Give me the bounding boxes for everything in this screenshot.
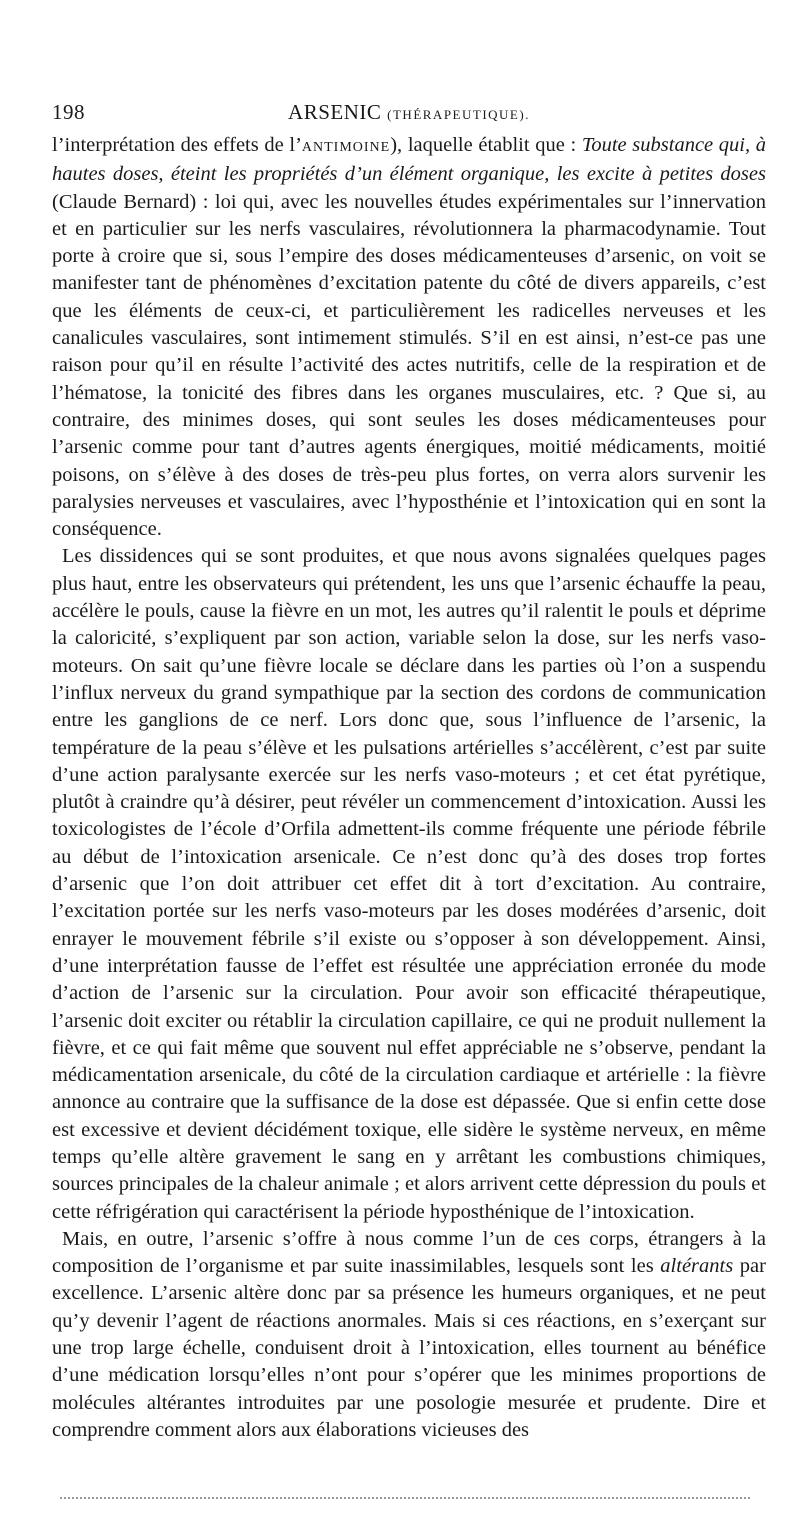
claude-bernard-law-quote: Toute substance qui, à hautes doses, éteint les propriétés d’un élément organique, les excite à petites doses <box>52 134 767 186</box>
body-text <box>52 132 766 1444</box>
paragraph-3-lead: Mais, en outre, l’arsenic s’offre à nous comme l’un de ces corps, étrangers à la composition de l’organisme et par suite inassimilables, lesquels sont les <box>52 1227 766 1278</box>
antimoine-cross-reference: ANTIMOINE <box>301 140 391 155</box>
running-title <box>52 100 766 125</box>
paragraph-1-continuation: ), laquelle établit que : <box>390 134 582 156</box>
paragraph-3-body: par excellence. L’arsenic altère donc par sa présence les humeurs organiques, et ne peut qu’y devenir l’agent de réactions anormales. Mais si ces réactions, en s’exerçant sur une trop large échelle, conduisent droit à l’intoxication, elles tournent au bénéfice d’une médication lorsqu’elles n’ont pour s’opérer que les minimes proportions de molécules altérantes introduites par une posologie mesurée et prudente. Dire et comprendre comment alors aux élaborations vicieuses des <box>52 1255 766 1441</box>
alterants-term: altérants <box>660 1255 734 1278</box>
paragraph-3 <box>52 1226 766 1444</box>
running-header <box>52 100 766 132</box>
paragraph-2: Les dissidences qui se sont produites, et que nous avons signalées quelques pages plus haut, entre les observateurs qui prétendent, les uns que l’arsenic échauffe la peau, accélère le pouls, cause la fièvre en un mot, les autres qu’il ralentit le pouls et déprime la caloricité, s’expliquent par son action, variable selon la dose, sur les nerfs vaso-moteurs. On sait qu’une fièvre locale se déclare dans les parties où l’on a suspendu l’influx nerveux du grand sympathique par la section des cordons de communication entre les ganglions de ce nerf. Lors donc que, sous l’influence de l’arsenic, la température de la peau s’élève et les pulsations artérielles s’accélèrent, c’est par suite d’une action paralysante exercée sur les nerfs vaso-moteurs ; et cet état pyrétique, plutôt à craindre qu’à désirer, peut révéler un commencement d’intoxication. Aussi les toxicologistes de l’école d’Orfila admettent-ils comme fréquente une période fébrile au début de l’intoxication arsenicale. Ce n’est donc qu’à des doses trop fortes d’arsenic que l’on doit attribuer cet effet dit à tort d’excitation. Au contraire, l’excitation portée sur les nerfs vaso-moteurs par les doses modérées d’arsenic, doit enrayer le mouvement fébrile s’il existe ou s’opposer à son développement. Ainsi, d’une interprétation fausse de l’effet est résultée une appréciation erronée du mode d’action de l’arsenic sur la circulation. Pour avoir son efficacité thérapeutique, l’arsenic doit exciter ou rétablir la circulation capillaire, ce qui ne produit nullement la fièvre, et ce qui fait même que souvent nul effet appréciable ne s’observe, pendant la médicamentation arsenicale, du côté de la circulation cardiaque et artérielle : la fièvre annonce au contraire que la suffisance de la dose est dépassée. Que si enfin cette dose est excessive et devient décidément toxique, elle sidère le système nerveux, en même temps qu’elle altère gravement le sang en y arrêtant les combustions chimiques, sources principales de la chaleur animale ; et alors arrivent cette dépression du pouls et cette réfrigération qui caractérisent la période hyposthénique de l’intoxication. <box>52 545 766 1223</box>
paragraph-1-lead: l’interprétation des effets de l’ <box>52 134 302 156</box>
paragraph-1 <box>52 132 766 543</box>
bottom-dotted-rule <box>60 1497 750 1499</box>
book-page <box>52 100 766 1444</box>
paragraph-1-body: (Claude Bernard) : loi qui, avec les nouvelles études expérimentales sur l’innervation et en particulier sur les nerfs vasculaires, révolutionnera la pharmacodynamie. Tout porte à croire que si, sous l’empire des doses médicamenteuses d’arsenic, on voit se manifester tant de phénomènes d’excitation patente du côté de divers appareils, c’est que les éléments de ceux-ci, et particulièrement les radicelles nerveuses et les canalicules vasculaires, sont intimement stimulés. S’il en est ainsi, n’est-ce pas une raison pour qu’il en résulte l’activité des actes nutritifs, celle de la respiration et de l’hématose, la tonicité des fibres dans les organes musculaires, etc. ? Que si, au contraire, des minimes doses, qui sont seules les doses médicamenteuses pour l’arsenic comme pour tant d’autres agents énergiques, moitié médicaments, moitié poisons, on s’élève à des doses de très-peu plus fortes, on verra alors survenir les paralysies nerveuses et vasculaires, avec l’hyposthénie et l’intoxication qui en sont la conséquence. <box>52 190 766 541</box>
running-title-main: ARSENIC <box>288 100 382 124</box>
page-number: 198 <box>52 100 85 124</box>
running-title-sub: (THÉRAPEUTIQUE). <box>387 107 530 122</box>
